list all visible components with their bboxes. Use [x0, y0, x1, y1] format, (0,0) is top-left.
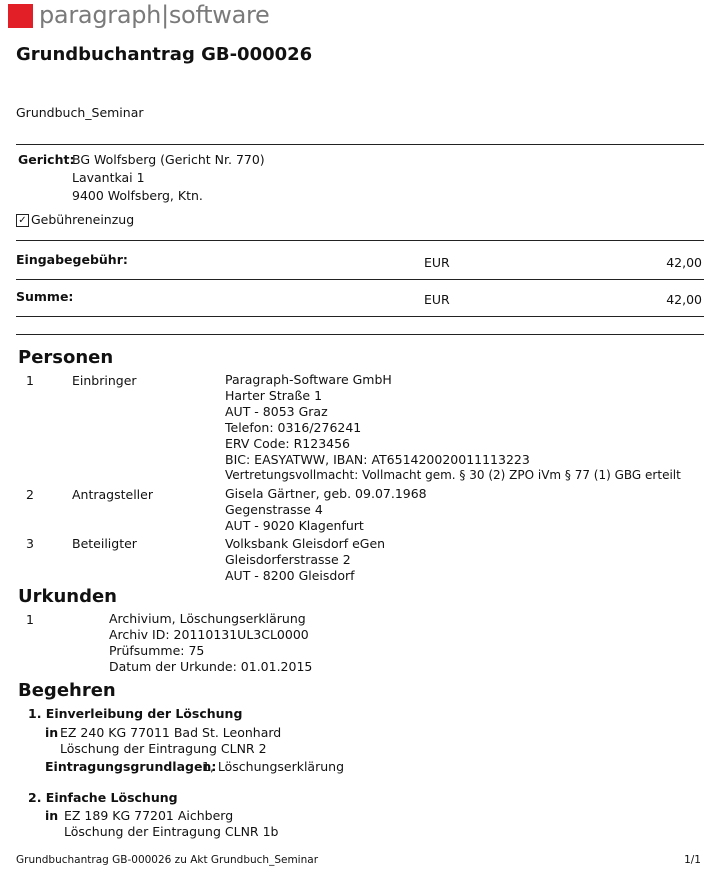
person-line: Gisela Gärtner, geb. 09.07.1968: [225, 486, 427, 501]
urkunde-nr: 1: [26, 612, 34, 627]
divider: [16, 144, 704, 145]
fee-label: Eingabegebühr:: [16, 252, 128, 267]
logo-text: paragraph|software: [39, 1, 270, 29]
person-line: BIC: EASYATWW, IBAN: AT651420020011113223: [225, 452, 530, 467]
begehren-grund-label: Eintragungsgrundlagen:: [45, 759, 217, 774]
person-line: ERV Code: R123456: [225, 436, 351, 451]
akt-name: Grundbuch_Seminar: [16, 105, 144, 120]
begehren-title: 2. Einfache Löschung: [28, 790, 178, 805]
person-nr: 2: [26, 487, 34, 502]
urkunde-line: Prüfsumme: 75: [109, 643, 205, 658]
begehren-in-label: in: [45, 808, 59, 823]
gericht-line: Lavantkai 1: [72, 170, 145, 185]
begehren-grund-value: 1, Löschungserklärung: [202, 759, 345, 774]
begehren-detail: Löschung der Eintragung CLNR 1b: [64, 824, 279, 839]
fee-currency: EUR: [424, 255, 450, 270]
person-line: Telefon: 0316/276241: [225, 420, 362, 435]
divider: [16, 240, 704, 241]
person-role: Antragsteller: [72, 487, 153, 502]
sum-currency: EUR: [424, 292, 450, 307]
begehren-detail: Löschung der Eintragung CLNR 2: [60, 741, 267, 756]
person-role: Beteiligter: [72, 536, 137, 551]
footer-text: Grundbuchantrag GB-000026 zu Akt Grundbuch_Seminar: [16, 854, 319, 866]
person-line: AUT - 9020 Klagenfurt: [225, 518, 364, 533]
urkunde-line: Datum der Urkunde: 01.01.2015: [109, 659, 313, 674]
sum-label: Summe:: [16, 289, 74, 304]
begehren-in-label: in: [45, 725, 59, 740]
logo-mark: [8, 4, 33, 28]
person-line: Gegenstrasse 4: [225, 502, 323, 517]
sum-amount: 42,00: [666, 292, 702, 307]
fee-amount: 42,00: [666, 255, 702, 270]
urkunde-line: Archiv ID: 20110131UL3CL0000: [109, 627, 309, 642]
person-role: Einbringer: [72, 373, 137, 388]
begehren-title: 1. Einverleibung der Löschung: [28, 706, 243, 721]
begehren-in-value: EZ 240 KG 77011 Bad St. Leonhard: [60, 725, 282, 740]
person-nr: 1: [26, 373, 34, 388]
person-line: AUT - 8053 Graz: [225, 404, 328, 419]
divider: [16, 316, 704, 317]
gericht-line: 9400 Wolfsberg, Ktn.: [72, 188, 203, 203]
person-nr: 3: [26, 536, 34, 551]
section-heading-begehren: Begehren: [18, 680, 116, 701]
page-number: 1/1: [684, 854, 701, 866]
gebuehreneinzug-checkbox: ✓: [16, 214, 29, 227]
person-line: Paragraph-Software GmbH: [225, 372, 392, 387]
person-line: Harter Straße 1: [225, 388, 323, 403]
divider: [16, 334, 704, 335]
section-heading-personen: Personen: [18, 347, 114, 368]
person-line: Gleisdorferstrasse 2: [225, 552, 351, 567]
gebuehreneinzug-label: Gebühreneinzug: [31, 212, 135, 227]
begehren-in-value: EZ 189 KG 77201 Aichberg: [64, 808, 234, 823]
person-line: AUT - 8200 Gleisdorf: [225, 568, 355, 583]
page-title: Grundbuchantrag GB-000026: [16, 44, 313, 65]
gericht-line: BG Wolfsberg (Gericht Nr. 770): [72, 152, 265, 167]
person-line: Volksbank Gleisdorf eGen: [225, 536, 386, 551]
gericht-label: Gericht:: [18, 152, 75, 167]
section-heading-urkunden: Urkunden: [18, 586, 117, 607]
divider: [16, 279, 704, 280]
urkunde-line: Archivium, Löschungserklärung: [109, 611, 306, 626]
person-line: Vertretungsvollmacht: Vollmacht gem. § 30 (2) ZPO iVm § 77 (1) GBG erteilt: [225, 468, 681, 482]
